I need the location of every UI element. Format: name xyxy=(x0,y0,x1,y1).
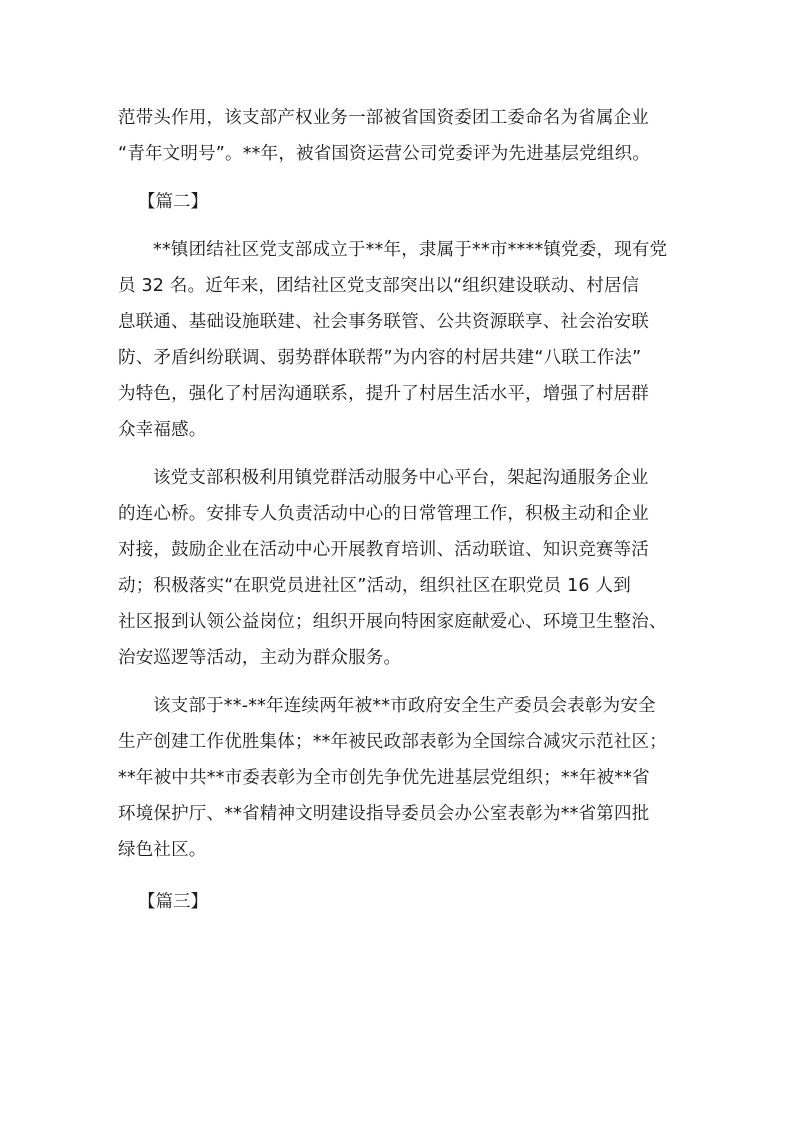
document-page xyxy=(118,100,676,932)
text-line: 治安巡逻等活动，主动为群众服务。 xyxy=(118,648,402,668)
text-line: 该支部于**-**年连续两年被**市政府安全生产委员会表彰为安全 xyxy=(153,696,656,716)
text-line: 动；积极落实“在职党员进社区”活动，组织社区在职党员 16 人到 xyxy=(118,576,631,596)
text-line: **年被中共**市委表彰为全市创先争优先进基层党组织；**年被**省 xyxy=(118,768,650,788)
paragraph-1 xyxy=(118,232,676,448)
text-line: 众幸福感。 xyxy=(118,420,207,440)
text-line: 息联通、基础设施联建、社会事务联管、公共资源联享、社会治安联 xyxy=(118,312,649,332)
text-line: 员 32 名。近年来，团结社区党支部突出以“组织建设联动、村居信 xyxy=(118,276,640,296)
paragraph-3 xyxy=(118,688,676,868)
text-line: 范带头作用，该支部产权业务一部被省国资委团工委命名为省属企业 xyxy=(118,108,649,128)
text-line: “青年文明号”。**年，被省国资运营公司党委评为先进基层党组织。 xyxy=(118,144,651,164)
text-line: 的连心桥。安排专人负责活动中心的日常管理工作，积极主动和企业 xyxy=(118,504,649,524)
paragraph-2 xyxy=(118,460,676,676)
text-line: 防、矛盾纠纷联调、弱势群体联帮”为内容的村居共建“八联工作法” xyxy=(118,348,642,368)
text-line: 绿色社区。 xyxy=(118,840,207,860)
text-line: **镇团结社区党支部成立于**年，隶属于**市****镇党委，现有党 xyxy=(153,240,668,260)
text-line: 该党支部积极利用镇党群活动服务中心平台，架起沟通服务企业 xyxy=(153,468,649,488)
section-heading-3: 【篇三】 xyxy=(138,892,208,912)
text-line: 生产创建工作优胜集体；**年被民政部表彰为全国综合减灾示范社区； xyxy=(118,732,667,752)
text-line: 为特色，强化了村居沟通联系，提升了村居生活水平，增强了村居群 xyxy=(118,384,649,404)
text-line: 社区报到认领公益岗位；组织开展向特困家庭献爱心、环境卫生整治、 xyxy=(118,612,667,632)
text-line: 对接，鼓励企业在活动中心开展教育培训、活动联谊、知识竞赛等活 xyxy=(118,540,649,560)
paragraph-continued xyxy=(118,100,676,172)
section-heading-2: 【篇二】 xyxy=(138,192,208,212)
text-line: 环境保护厅、**省精神文明建设指导委员会办公室表彰为**省第四批 xyxy=(118,804,650,824)
